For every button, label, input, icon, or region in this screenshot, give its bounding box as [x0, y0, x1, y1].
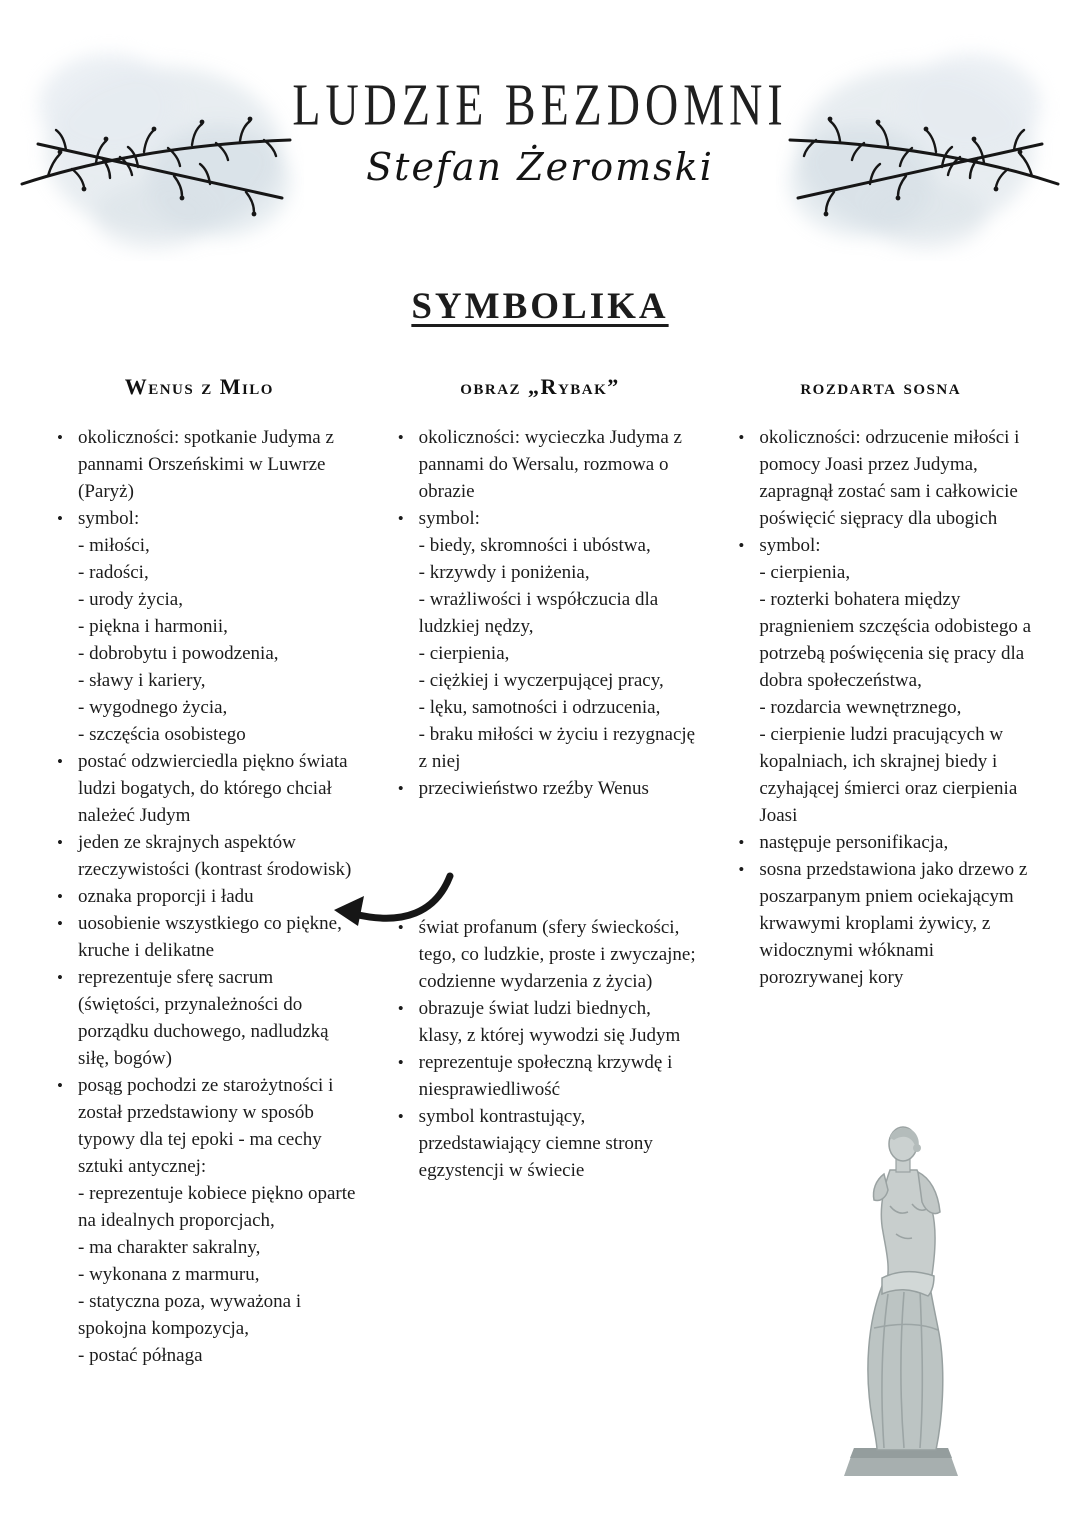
list-item-text: okoliczności: odrzucenie miłości i pomocy Joasi przez Judyma, zapragnął zostać sam i całkowicie poświęcić siępracy dla ubogich — [759, 427, 1020, 529]
list-item — [383, 532, 698, 559]
list-item-text: - ciężkiej i wyczerpującej pracy, — [418, 670, 664, 691]
bullet-dot: • — [397, 509, 404, 528]
list-item — [723, 424, 1038, 532]
list-item — [42, 1234, 357, 1261]
list-item — [42, 1288, 357, 1342]
list-item-text: następuje personifikacja, — [759, 832, 949, 853]
list-item-text: - cierpienia, — [759, 562, 851, 583]
list-item-text: uosobienie wszystkiego co piękne, kruche i delikatne — [78, 913, 342, 961]
list-item — [42, 1072, 357, 1180]
list-item-text: symbol kontrastujący, przedstawiający ciemne strony egzystencji w świecie — [418, 1106, 653, 1181]
section-title: SYMBOLIKA — [411, 286, 669, 327]
list-item — [383, 424, 698, 505]
bullet-dot: • — [57, 752, 63, 771]
list-item-text: - wykonana z marmuru, — [78, 1264, 260, 1285]
author-name: Stefan Żeromski — [366, 145, 714, 189]
bullet-dot: • — [397, 1107, 404, 1126]
list-item — [383, 559, 698, 586]
list-item — [42, 505, 357, 532]
list-item-text: posąg pochodzi ze starożytności i został przedstawiony w sposób typowy dla tej epoki - ma cechy sztuki antycznej: — [78, 1075, 334, 1177]
list-item — [42, 1180, 357, 1234]
bullet-dot: • — [397, 918, 404, 937]
curved-arrow-icon — [328, 868, 460, 942]
list-item — [42, 883, 357, 910]
list-item-text: - dobrobytu i powodzenia, — [78, 643, 279, 664]
list-item — [383, 995, 698, 1049]
bullet-dot: • — [397, 999, 404, 1018]
list-item — [383, 775, 698, 802]
list-item-text: oznaka proporcji i ładu — [78, 886, 254, 907]
list-item-text: - wygodnego życia, — [78, 697, 228, 718]
venus-de-milo-statue-image — [812, 1118, 992, 1486]
list-item — [42, 424, 357, 505]
list-item — [383, 1049, 698, 1103]
list-item — [42, 532, 357, 559]
list-item-text: sosna przedstawiona jako drzewo z poszarpanym pniem ociekającym krwawymi kroplami żywicy, z widocznymi włóknami porozrywanej kory — [759, 859, 1028, 988]
list-item — [42, 721, 357, 748]
list-item-text: - szczęścia osobistego — [78, 724, 246, 745]
column-title: obraz „Rybak” — [460, 374, 620, 399]
list-item-text: symbol: — [78, 508, 140, 529]
list-item-text: - lęku, samotności i odrzucenia, — [418, 697, 661, 718]
bullet-dot: • — [738, 860, 745, 879]
bullet-dot: • — [57, 833, 63, 852]
list-item-text: - cierpienia, — [418, 643, 510, 664]
list-item-text: - wrażliwości i współczucia dla ludzkiej nędzy, — [418, 589, 659, 637]
list-item — [383, 721, 698, 775]
list-item — [42, 667, 357, 694]
book-title: LUDZIE BEZDOMNI — [292, 71, 788, 138]
bullet-dot: • — [738, 428, 745, 447]
list-item-text: - radości, — [78, 562, 149, 583]
list-item-text: obrazuje świat ludzi biednych, klasy, z której wywodzi się Judym — [418, 998, 681, 1046]
list-item — [42, 613, 357, 640]
list-item — [383, 505, 698, 532]
list-item-text: - statyczna poza, wyważona i spokojna kompozycja, — [78, 1291, 302, 1339]
list-item — [383, 640, 698, 667]
list-item-text: - reprezentuje kobiece piękno oparte na idealnych proporcjach, — [78, 1183, 356, 1231]
list-item — [383, 586, 698, 640]
list-item-text: - rozterki bohatera między pragnieniem szczęścia odobistego a potrzebą poświęcenia się pracy dla dobra społeczeństwa, — [759, 589, 1032, 691]
list-item-text: reprezentuje sferę sacrum (świętości, przynależności do porządku duchowego, nadludzką siłę, bogów) — [78, 967, 329, 1069]
column-title: rozdarta sosna — [800, 374, 962, 399]
list-item-text: - biedy, skromności i ubóstwa, — [418, 535, 651, 556]
list-item-text: symbol: — [759, 535, 821, 556]
list-item-text: - piękna i harmonii, — [78, 616, 228, 637]
symbol-column — [42, 374, 357, 1369]
bullet-dot: • — [57, 509, 63, 528]
list-item — [42, 829, 357, 883]
bullet-dot: • — [57, 968, 63, 987]
list-item — [42, 694, 357, 721]
bullet-dot: • — [57, 887, 63, 906]
list-item — [42, 640, 357, 667]
list-item-text: - postać półnaga — [78, 1345, 203, 1366]
list-item — [723, 856, 1038, 991]
symbol-column — [723, 374, 1038, 991]
list-item — [42, 748, 357, 829]
symbol-column — [383, 374, 698, 1184]
list-item — [723, 559, 1038, 586]
list-item-text: - krzywdy i poniżenia, — [418, 562, 590, 583]
list-item — [383, 667, 698, 694]
list-item — [42, 586, 357, 613]
bullet-dot: • — [57, 428, 63, 447]
column-list — [383, 424, 698, 1184]
list-item-text: - urody życia, — [78, 589, 183, 610]
list-item-text: reprezentuje społeczną krzywdę i niesprawiedliwość — [418, 1052, 673, 1100]
bullet-dot: • — [397, 428, 404, 447]
list-item-text: - cierpienie ludzi pracujących w kopalniach, ich skrajnej biedy i czyhającej śmierci oraz cierpienia Joasi — [759, 724, 1018, 826]
list-item — [42, 559, 357, 586]
list-item-text: okoliczności: wycieczka Judyma z pannami do Wersalu, rozmowa o obrazie — [418, 427, 682, 502]
bullet-dot: • — [397, 1053, 404, 1072]
list-item-text: symbol: — [418, 508, 480, 529]
list-item-text: - braku miłości w życiu i rezygnację z niej — [418, 724, 696, 772]
list-item — [42, 1261, 357, 1288]
list-item — [42, 1342, 357, 1369]
list-item — [42, 964, 357, 1072]
column-list — [723, 424, 1038, 991]
list-item — [723, 532, 1038, 559]
column-title: Wenus z Milo — [124, 374, 274, 399]
list-item-text: przeciwieństwo rzeźby Wenus — [418, 778, 649, 799]
list-item — [723, 829, 1038, 856]
list-item-text: postać odzwierciedla piękno świata ludzi bogatych, do którego chciał należeć Judym — [78, 751, 348, 826]
list-item — [723, 721, 1038, 829]
bullet-dot: • — [57, 1076, 63, 1095]
bullet-dot: • — [738, 536, 745, 555]
list-item-text: świat profanum (sfery świeckości, tego, co ludzkie, proste i zwyczajne; codzienne wydarzenia z życia) — [418, 917, 696, 992]
list-item-text: - sławy i kariery, — [78, 670, 206, 691]
list-item-text: okoliczności: spotkanie Judyma z pannami Orszeńskimi w Luwrze (Paryż) — [78, 427, 334, 502]
document-header — [0, 0, 1080, 189]
bullet-dot: • — [57, 914, 63, 933]
list-item — [42, 910, 357, 964]
list-item — [383, 694, 698, 721]
list-item-text: - ma charakter sakralny, — [78, 1237, 261, 1258]
list-item-text: - miłości, — [78, 535, 150, 556]
bullet-dot: • — [738, 833, 745, 852]
list-item — [723, 586, 1038, 694]
list-item — [383, 1103, 698, 1184]
column-list — [42, 424, 357, 1369]
bullet-dot: • — [397, 779, 404, 798]
list-item-text: jeden ze skrajnych aspektów rzeczywistości (kontrast środowisk) — [78, 832, 352, 880]
list-item — [723, 694, 1038, 721]
list-item-text: - rozdarcia wewnętrznego, — [759, 697, 962, 718]
